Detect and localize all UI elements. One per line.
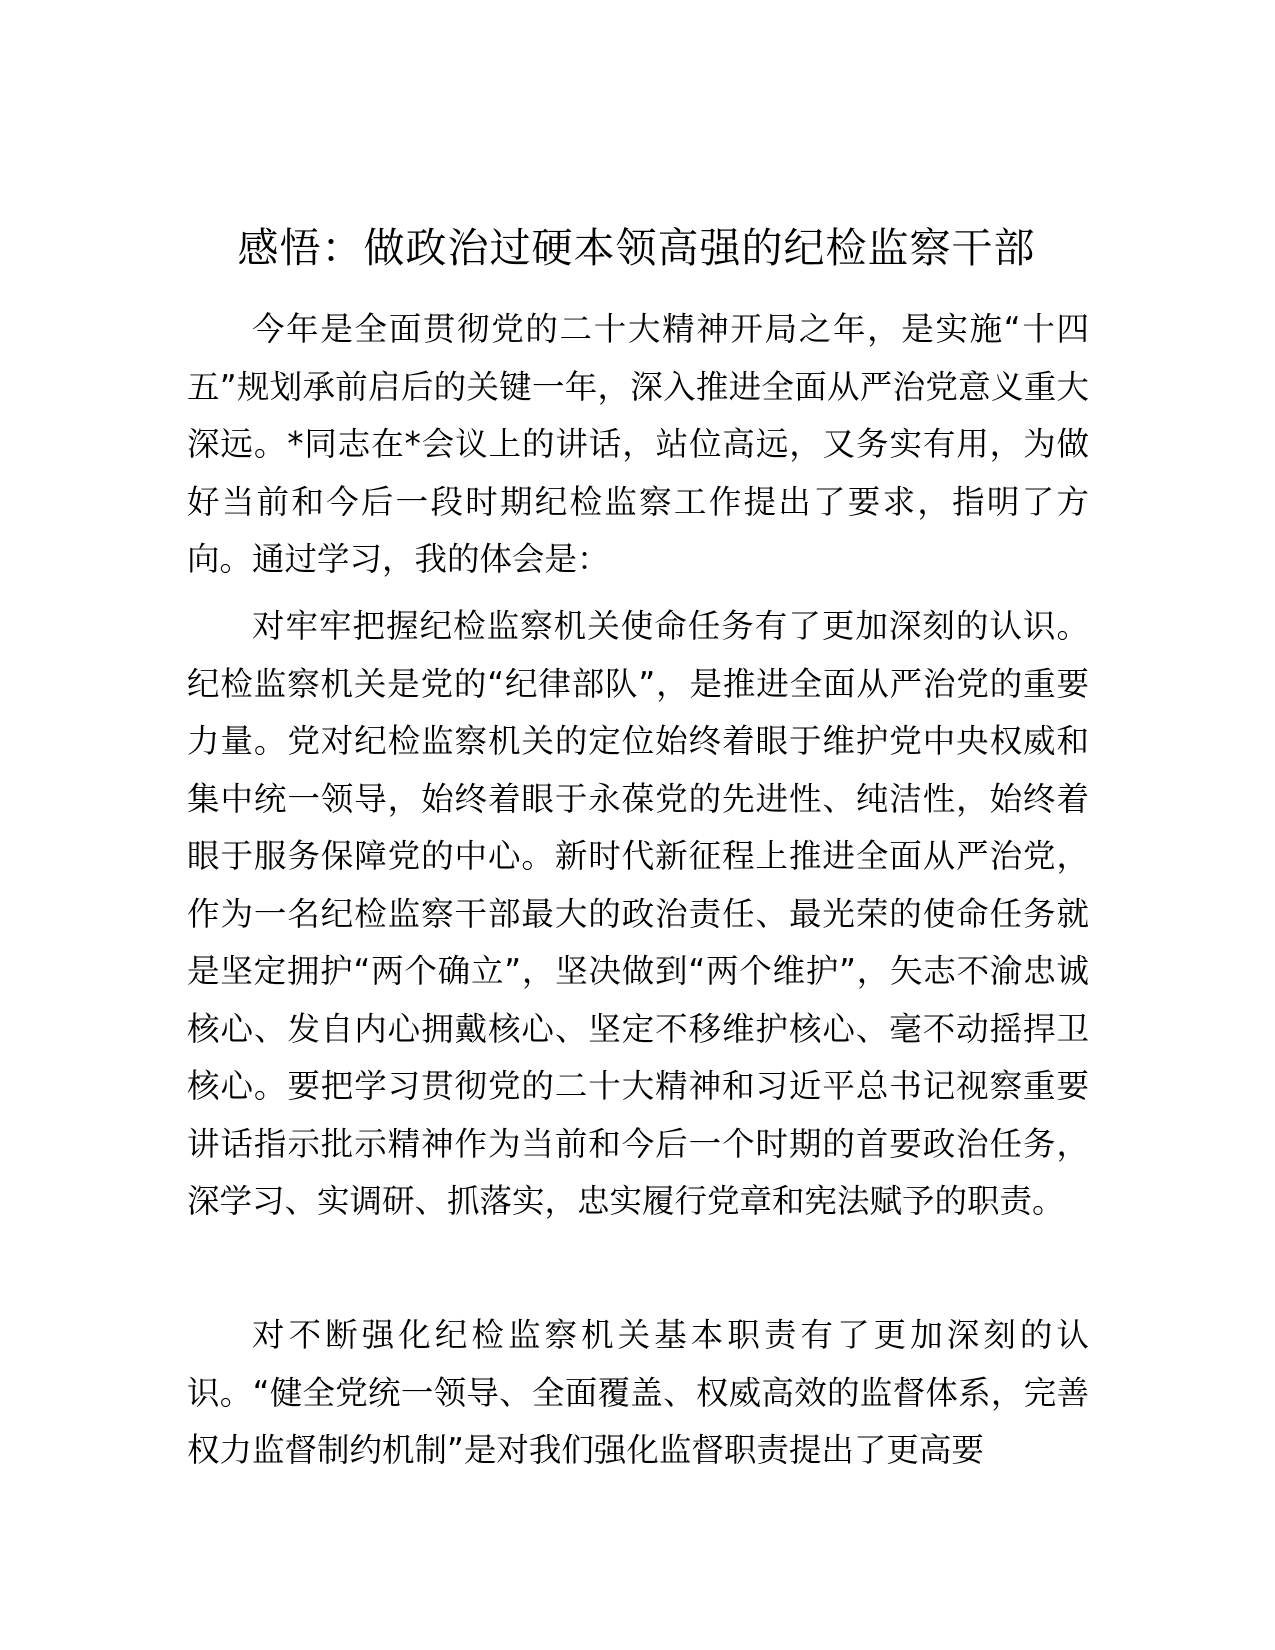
paragraph: 对牢牢把握纪检监察机关使命任务有了更加深刻的认识。纪检监察机关是党的“纪律部队”，是推进全面从严治党的重要力量。党对纪检监察机关的定位始终着眼于维护党中央权威和集中统一领导，始终着眼于永葆党的先进性、纯洁性，始终着眼于服务保障党的中心。新时代新征程上推进全面从严治党，作为一名纪检监察干部最大的政治责任、最光荣的使命任务就是坚定拥护“两个确立”，坚决做到“两个维护”，矢志不渝忠诚核心、发自内心拥戴核心、坚定不移维护核心、毫不动摇捍卫核心。要把学习贯彻党的二十大精神和习近平总书记视察重要讲话指示批示精神作为当前和今后一个时期的首要政治任务，深学习、实调研、抓落实，忠实履行党章和宪法赋予的职责。 (187, 607, 1089, 1220)
paragraph: 对不断强化纪检监察机关基本职责有了更加深刻的认识。“健全党统一领导、全面覆盖、权威高效的监督体系，完善权力监督制约机制”是对我们强化监督职责提出了更高要 (187, 1316, 1089, 1469)
document-title: 感悟：做政治过硬本领高强的纪检监察干部 (237, 224, 1036, 272)
paragraph: 今年是全面贯彻党的二十大精神开局之年，是实施“十四五”规划承前启后的关键一年，深入推进全面从严治党意义重大深远。*同志在*会议上的讲话，站位高远，又务实有用，为做好当前和今后一段时期纪检监察工作提出了要求，指明了方向。通过学习，我的体会是： (187, 310, 1089, 578)
